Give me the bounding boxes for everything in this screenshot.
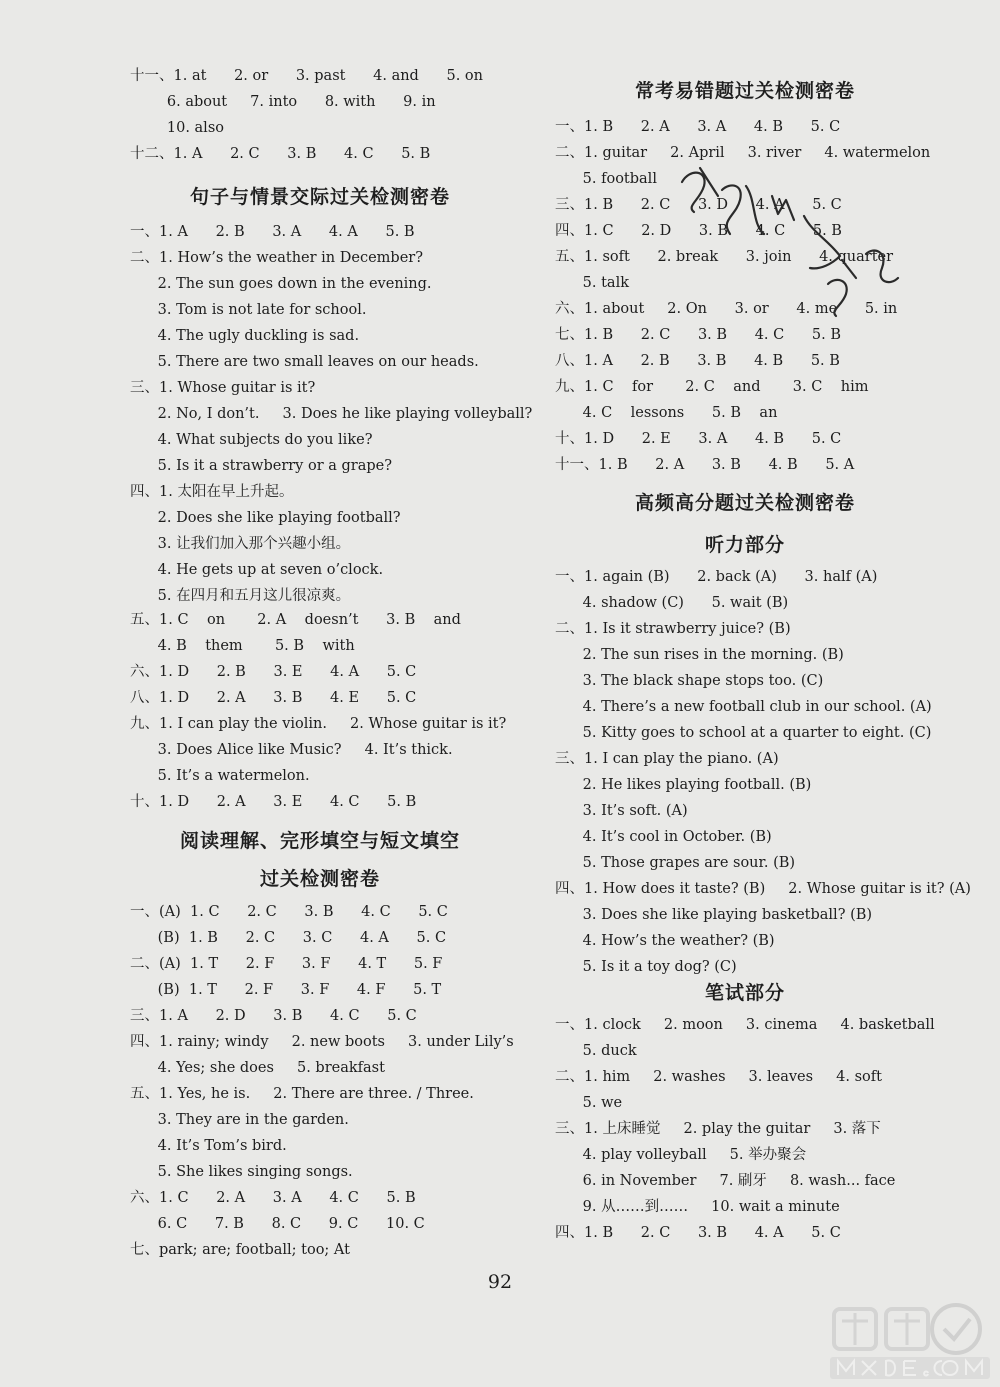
right-answer-line: 八、1. A 2. B 3. B 4. B 5. B xyxy=(555,353,840,369)
left-answer-line: (B) 1. T 2. F 3. F 4. F 5. T xyxy=(130,982,442,998)
left-answer-line: 二、(A) 1. T 2. F 3. F 4. T 5. F xyxy=(130,956,443,972)
left-answer-line: 5. Is it a strawberry or a grape? xyxy=(130,458,393,474)
right-answer-line: 九、1. C for 2. C and 3. C him xyxy=(555,379,869,395)
left-answer-line: 五、1. C on 2. A doesn’t 3. B and xyxy=(130,612,461,628)
right-answer-line: 4. It’s cool in October. (B) xyxy=(555,829,772,845)
right-section-heading: 高频高分题过关检测密卷 xyxy=(634,492,855,514)
left-answer-line: 三、1. Whose guitar is it? xyxy=(130,380,316,396)
left-answer-line: 十、1. D 2. A 3. E 4. C 5. B xyxy=(130,794,417,810)
left-answer-line: 九、1. I can play the violin. 2. Whose guitar is it? xyxy=(130,716,507,732)
left-answer-line: 4. He gets up at seven o’clock. xyxy=(130,562,384,578)
left-section-heading: 阅读理解、完形填空与短文填空 xyxy=(179,830,460,852)
page-number: 92 xyxy=(487,1271,513,1293)
right-answer-line: 3. Does she like playing basketball? (B) xyxy=(555,907,873,923)
right-answer-line: 十、1. D 2. E 3. A 4. B 5. C xyxy=(555,431,842,447)
right-answer-line: 5. duck xyxy=(555,1043,637,1059)
right-answer-line: 一、1. B 2. A 3. A 4. B 5. C xyxy=(555,119,841,135)
right-answer-line: 二、1. guitar 2. April 3. river 4. watermelon xyxy=(555,145,931,161)
right-section-heading: 笔试部分 xyxy=(704,982,785,1004)
right-answer-line: 4. shadow (C) 5. wait (B) xyxy=(555,595,789,611)
left-answer-line: 4. Yes; she does 5. breakfast xyxy=(130,1060,385,1076)
right-answer-line: 5. Is it a toy dog? (C) xyxy=(555,959,737,975)
left-answer-line: 十一、1. at 2. or 3. past 4. and 5. on xyxy=(130,68,483,84)
left-answer-line: 3. They are in the garden. xyxy=(130,1112,349,1128)
right-answer-line: 4. play volleyball 5. 举办聚会 xyxy=(555,1147,807,1163)
left-answer-line: 10. also xyxy=(130,120,224,136)
right-answer-line: 5. talk xyxy=(555,275,629,291)
left-answer-line: 八、1. D 2. A 3. B 4. E 5. C xyxy=(130,690,417,706)
right-answer-line: 一、1. clock 2. moon 3. cinema 4. basketball xyxy=(555,1017,935,1033)
left-answer-line: 2. No, I don’t. 3. Does he like playing volleyball? xyxy=(130,406,533,422)
left-answer-line: 五、1. Yes, he is. 2. There are three. / Three. xyxy=(130,1086,474,1102)
left-answer-line: 6. about 7. into 8. with 9. in xyxy=(130,94,436,110)
right-answer-line: 六、1. about 2. On 3. or 4. me 5. in xyxy=(555,301,898,317)
left-answer-line: 一、1. A 2. B 3. A 4. A 5. B xyxy=(130,224,415,240)
left-answer-line: 一、(A) 1. C 2. C 3. B 4. C 5. C xyxy=(130,904,448,920)
right-answer-line: 二、1. him 2. washes 3. leaves 4. soft xyxy=(555,1069,882,1085)
left-answer-line: 2. The sun goes down in the evening. xyxy=(130,276,432,292)
left-section-heading: 句子与情景交际过关检测密卷 xyxy=(189,186,450,208)
right-answer-line: 5. Those grapes are sour. (B) xyxy=(555,855,796,871)
left-answer-line: 3. Tom is not late for school. xyxy=(130,302,367,318)
right-answer-line: 十一、1. B 2. A 3. B 4. B 5. A xyxy=(555,457,855,473)
left-answer-line: 5. She likes singing songs. xyxy=(130,1164,353,1180)
left-answer-line: 4. The ugly duckling is sad. xyxy=(130,328,360,344)
right-section-heading: 听力部分 xyxy=(704,534,785,556)
right-answer-line: 四、1. How does it taste? (B) 2. Whose guitar is it? (A) xyxy=(555,881,971,897)
right-answer-line: 三、1. I can play the piano. (A) xyxy=(555,751,779,767)
right-answer-line: 七、1. B 2. C 3. B 4. C 5. B xyxy=(555,327,841,343)
left-answer-line: 四、1. rainy; windy 2. new boots 3. under Lily’s xyxy=(130,1034,514,1050)
right-answer-line: 5. we xyxy=(555,1095,623,1111)
right-answer-line: 3. It’s soft. (A) xyxy=(555,803,688,819)
right-answer-line: 5. Kitty goes to school at a quarter to eight. (C) xyxy=(555,725,932,741)
right-answer-line: 一、1. again (B) 2. back (A) 3. half (A) xyxy=(555,569,878,585)
left-section-heading: 过关检测密卷 xyxy=(259,868,380,890)
right-answer-line: 五、1. soft 2. break 3. join 4. quarter xyxy=(555,249,894,265)
left-answer-line: 二、1. How’s the weather in December? xyxy=(130,250,423,266)
right-answer-line: 2. The sun rises in the morning. (B) xyxy=(555,647,844,663)
left-answer-line: 七、park; are; football; too; At xyxy=(130,1242,350,1258)
left-answer-line: 5. There are two small leaves on our heads. xyxy=(130,354,479,370)
right-answer-line: 三、1. 上床睡觉 2. play the guitar 3. 落下 xyxy=(555,1121,881,1137)
left-answer-line: 3. 让我们加入那个兴趣小组。 xyxy=(130,536,351,552)
left-answer-line: 十二、1. A 2. C 3. B 4. C 5. B xyxy=(130,146,431,162)
left-answer-line: 六、1. C 2. A 3. A 4. C 5. B xyxy=(130,1190,416,1206)
left-answer-line: 5. 在四月和五月这儿很凉爽。 xyxy=(130,588,351,604)
right-answer-line: 二、1. Is it strawberry juice? (B) xyxy=(555,621,791,637)
left-answer-line: 四、1. 太阳在早上升起。 xyxy=(130,484,294,500)
left-answer-line: 4. It’s Tom’s bird. xyxy=(130,1138,287,1154)
right-answer-line: 四、1. B 2. C 3. B 4. A 5. C xyxy=(555,1225,841,1241)
right-answer-line: 4. How’s the weather? (B) xyxy=(555,933,775,949)
right-answer-line: 三、1. B 2. C 3. D 4. A 5. C xyxy=(555,197,842,213)
left-answer-line: 三、1. A 2. D 3. B 4. C 5. C xyxy=(130,1008,417,1024)
right-answer-line: 4. There’s a new football club in our school. (A) xyxy=(555,699,932,715)
right-answer-line: 6. in November 7. 刷牙 8. wash... face xyxy=(555,1173,896,1189)
left-answer-line: 4. B them 5. B with xyxy=(130,638,355,654)
left-answer-line: 六、1. D 2. B 3. E 4. A 5. C xyxy=(130,664,417,680)
site-logo-watermark xyxy=(824,1299,994,1383)
left-answer-line: 3. Does Alice like Music? 4. It’s thick. xyxy=(130,742,453,758)
right-answer-line: 9. 从……到…… 10. wait a minute xyxy=(555,1199,840,1215)
handwritten-scribble xyxy=(660,160,920,320)
left-answer-line: 4. What subjects do you like? xyxy=(130,432,373,448)
left-answer-line: (B) 1. B 2. C 3. C 4. A 5. C xyxy=(130,930,447,946)
right-answer-line: 4. C lessons 5. B an xyxy=(555,405,778,421)
right-answer-line: 四、1. C 2. D 3. B 4. C 5. B xyxy=(555,223,842,239)
left-answer-line: 5. It’s a watermelon. xyxy=(130,768,310,784)
right-answer-line: 2. He likes playing football. (B) xyxy=(555,777,812,793)
left-answer-line: 6. C 7. B 8. C 9. C 10. C xyxy=(130,1216,425,1232)
right-answer-line: 5. football xyxy=(555,171,657,187)
right-answer-line: 3. The black shape stops too. (C) xyxy=(555,673,824,689)
right-section-heading: 常考易错题过关检测密卷 xyxy=(634,80,855,102)
left-answer-line: 2. Does she like playing football? xyxy=(130,510,401,526)
